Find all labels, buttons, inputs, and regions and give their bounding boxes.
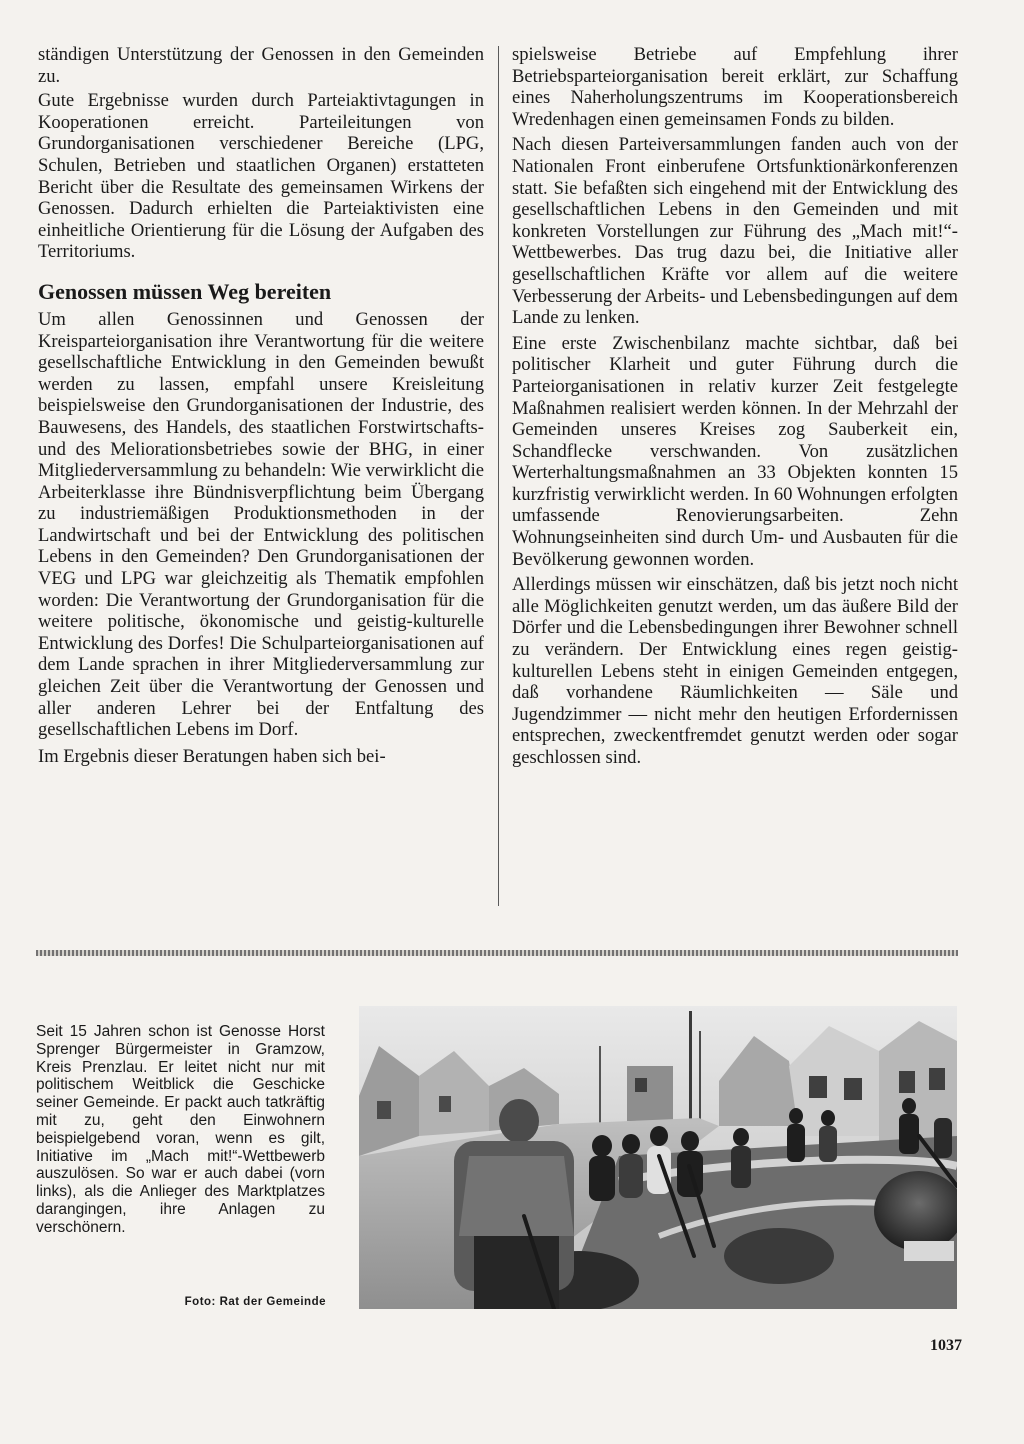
section-separator-rule — [36, 950, 958, 956]
section-heading: Genossen müssen Weg bereiten — [38, 278, 332, 304]
paragraph: Um allen Genossinnen und Genossen der Kreisparteiorganisation ihre Verantwortung für die weitere gesellschaftliche Entwicklung in den Gemeinden bewußt werden zu lassen, empfahl unsere Kreisleitung beispielsweise den Grundorganisationen der Industrie, des Bauwesens, des Handels, des staatlichen Forstwirtschafts- und des Meliorationsbetriebes sowie der BHG, in einer Mitgliederversammlung zu behandeln: Wie verwirklicht die Arbeiterklasse ihre Bündnisverpflichtung beim Übergang zu industriemäßigen Produktionsmethoden in der Landwirtschaft und bei der Entwicklung des politischen Lebens in den Gemeinden? Den Grundorganisationen der VEG und LPG war gleichzeitig als Thematik empfohlen worden: Die Verantwortung der Grundorganisation für die weitere politische, ökonomische und geistig-kulturelle Entwicklung des Dorfes! Die Schulparteiorganisationen auf dem Lande sprachen in ihrer Mitgliederversammlung zur gleichen Zeit über die Verantwortung der Genossen und aller anderen Lehrer bei der Entfaltung des gesellschaftlichen Lebens im Dorf. — [38, 308, 484, 741]
paragraph: Eine erste Zwischenbilanz machte sichtbar, daß bei politischer Klarheit und guter Führung durch die Parteiorganisationen in relativ kurzer Zeit festgelegte Maßnahmen realisiert werden können. In der Mehrzahl der Gemeinden unseres Kreises zog Sauberkeit ein, Schandflecke verschwanden. Von zusätzlichen Werterhaltungsmaßnahmen an 33 Objekten konnten 15 kurzfristig verwirklicht werden. In 60 Wohnungen erfolgten umfassende Renovierungsarbeiten. Zehn Wohnungseinheiten sind durch Um- und Ausbauten für die Bevölkerung gewonnen worden. — [512, 332, 958, 570]
photo-caption: Seit 15 Jahren schon ist Genosse Horst Sprenger Bürgermeister in Gramzow, Kreis Prenzlau. Er leitet nicht nur mit politischem Weitblick die Geschicke seiner Gemeinde. Er packt auch tatkräftig mit zu, geht den Einwohnern beispielgebend voran, wenn es gilt, Initiative im „Mach mit!“-Wettbewerb auszulösen. So war er auch dabei (vorn links), als die Anlieger des Marktplatzes darangingen, ihre Anlagen zu verschönern. — [36, 1023, 325, 1236]
paragraph: spielsweise Betriebe auf Empfehlung ihrer Betriebsparteiorganisation bereit erklärt, zur Schaffung eines Naherholungszentrums im Kooperationsbereich Wredenhagen einen gemeinsamen Fonds zu bilden. — [512, 44, 958, 130]
paragraph: Gute Ergebnisse wurden durch Parteiaktivtagungen in Kooperationen erreicht. Parteileitungen von Grundorganisationen verschiedener Bereiche (LPG, Schulen, Betrieben und staatlichen Organen) erstatteten Bericht über die Resultate des gemeinsamen Wirkens der Genossen. Dadurch erhielten die Parteiaktivisten eine einheitliche Orientierung für die Lösung der Aufgaben des Territoriums. — [38, 90, 484, 263]
column-divider — [498, 46, 499, 906]
photo-villagers-gardening — [359, 1006, 957, 1309]
paragraph: Im Ergebnis dieser Beratungen haben sich bei- — [38, 745, 386, 767]
photo-credit: Foto: Rat der Gemeinde — [184, 1296, 326, 1308]
article-left-column — [38, 44, 484, 770]
paragraph: ständigen Unterstützung der Genossen in den Gemeinden zu. — [38, 44, 484, 87]
page-number: 1037 — [930, 1337, 962, 1354]
article-right-column — [512, 44, 958, 773]
paragraph: Nach diesen Parteiversammlungen fanden auch von der Nationalen Front einberufene Ortsfunktionärkonferenzen statt. Sie befaßten sich eingehend mit der Entwicklung des gesellschaftlichen Lebens in den Gemeinden und mit konkreten Vorstellungen zur Führung des „Mach mit!“-Wettbewerbes. Das trug dazu bei, die Initiative aller gesellschaftlichen Kräfte vor allem auf die weitere Verbesserung der Arbeits- und Lebensbedingungen auf dem Lande zu lenken. — [512, 134, 958, 329]
paragraph: Allerdings müssen wir einschätzen, daß bis jetzt noch nicht alle Möglichkeiten genutzt werden, um das äußere Bild der Dörfer und die Lebensbedingungen ihrer Bewohner schnell zu verändern. Der Entwicklung eines regen geistig-kulturellen Lebens steht in einigen Gemeinden entgegen, daß vorhandene Räumlichkeiten — Säle und Jugendzimmer — nicht mehr den heutigen Erfordernissen entsprechen, zweckentfremdet genutzt werden oder sogar geschlossen sind. — [512, 574, 958, 768]
